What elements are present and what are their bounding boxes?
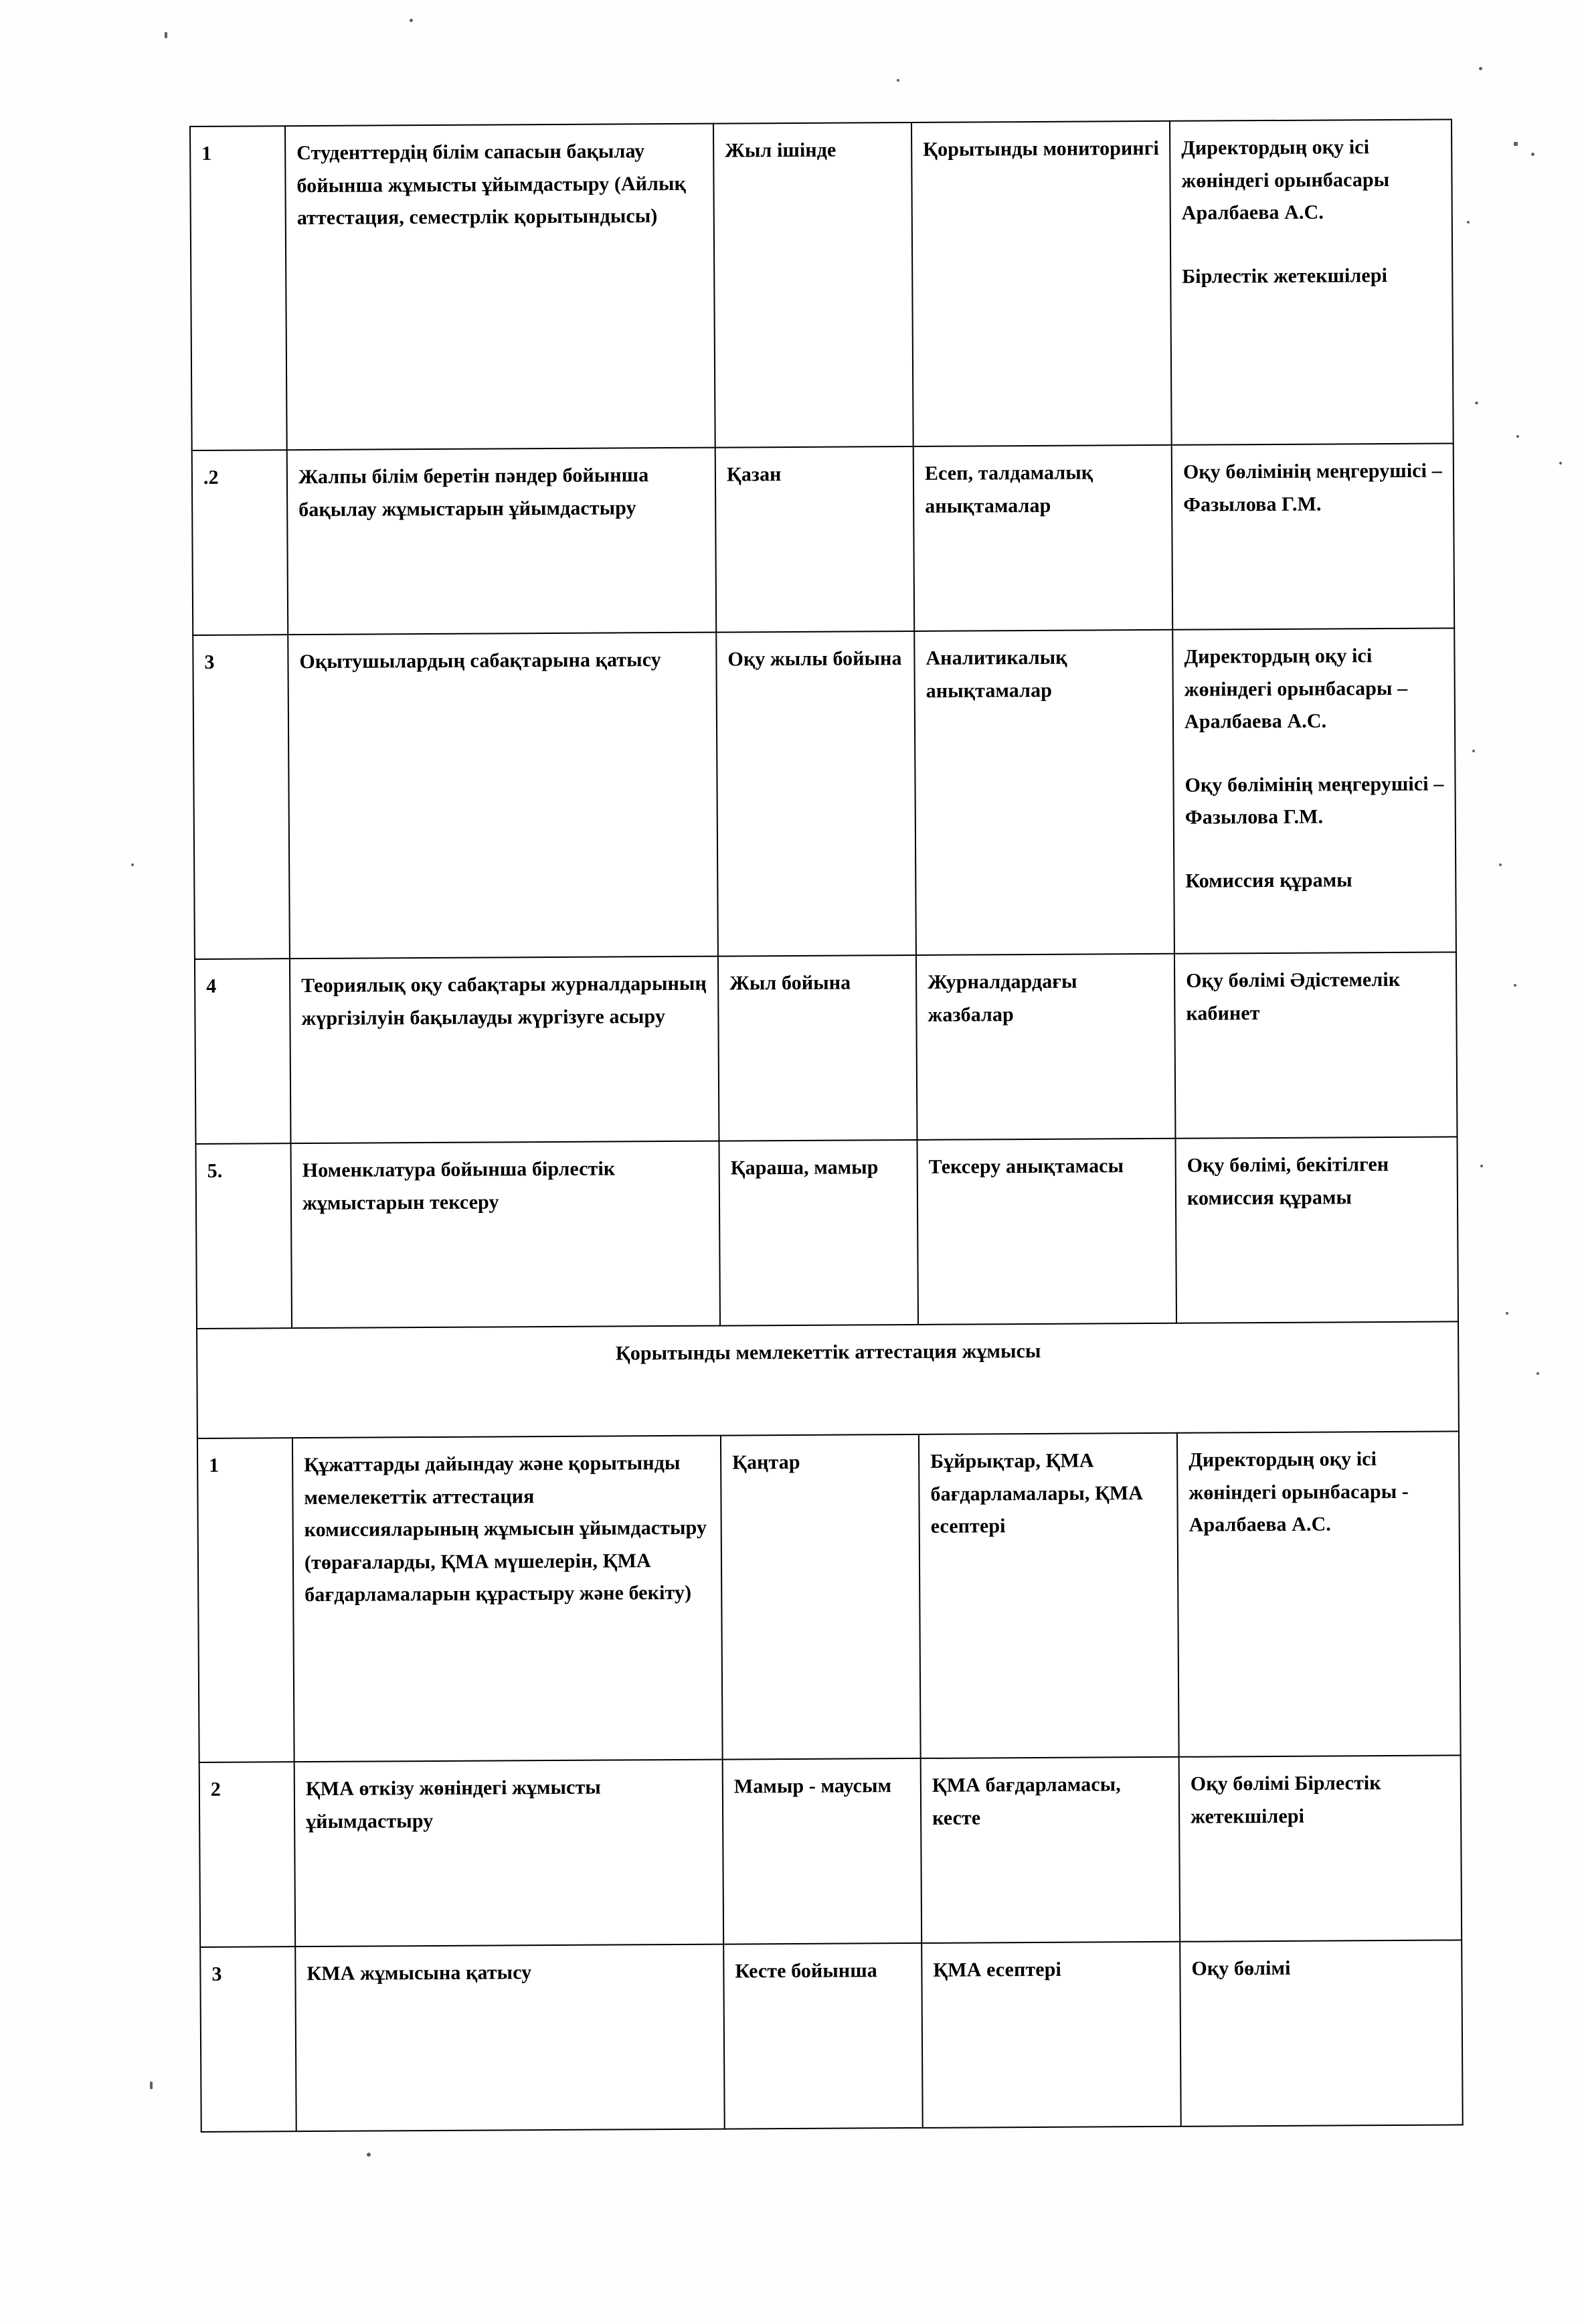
scan-speck bbox=[1514, 142, 1518, 146]
row-output: Аналитикалық анықтамалар bbox=[914, 630, 1174, 955]
row-time: Жыл бойына bbox=[718, 955, 917, 1141]
scan-speck bbox=[410, 19, 413, 22]
row-output: ҚМА бағдарламасы, кесте bbox=[921, 1757, 1180, 1943]
row-activity: Құжаттарды дайындау және қорытынды мемелекеттік аттестация комиссияларының жұмысын ұйымдастыру (төрағаларды, ҚМА мүшелерін, ҚМА бағдарламаларын құрастыру және бекіту) bbox=[292, 1436, 723, 1762]
row-time: Қаңтар bbox=[721, 1434, 921, 1760]
table-row bbox=[190, 119, 1454, 450]
row-output: Тексеру анықтамасы bbox=[917, 1139, 1176, 1325]
row-time: Мамыр - маусым bbox=[723, 1758, 922, 1944]
row-responsible: Директордың оқу ісі жөніндегі орынбасары - Аралбаева А.С. bbox=[1177, 1431, 1461, 1756]
row-activity: Теориялық оқу сабақтары журналдарының жүргізілуін бақылауды жүргізуге асыру bbox=[290, 957, 719, 1144]
row-responsible: Оқу бөлімі Бірлестік жетекшілері bbox=[1179, 1755, 1462, 1941]
row-responsible: Оқу бөлімі Әдістемелік кабинет bbox=[1174, 952, 1458, 1138]
row-number: 1 bbox=[197, 1438, 294, 1762]
table-row bbox=[195, 1137, 1458, 1329]
row-responsible: Оқу бөлімінің меңгерушісі – Фазылова Г.М. bbox=[1172, 443, 1455, 629]
responsible-tertiary: Комиссия құрамы bbox=[1185, 869, 1352, 892]
scan-speck bbox=[1559, 462, 1562, 465]
table-row bbox=[195, 952, 1458, 1144]
table-row bbox=[199, 1755, 1462, 1947]
row-number: 1 bbox=[190, 126, 287, 450]
row-responsible: Оқу бөлімі bbox=[1180, 1940, 1463, 2126]
table-row bbox=[200, 1940, 1463, 2132]
scan-speck bbox=[150, 2082, 153, 2089]
row-number: 3 bbox=[193, 635, 290, 959]
row-number: 2 bbox=[199, 1762, 296, 1947]
row-number: 3 bbox=[200, 1946, 296, 2132]
responsible-secondary: Оқу бөлімінің меңгерушісі – Фазылова Г.М. bbox=[1184, 772, 1444, 829]
table-row bbox=[197, 1431, 1461, 1762]
row-output: Бұйрықтар, ҚМА бағдарламалары, ҚМА есептері bbox=[919, 1433, 1179, 1758]
responsible-primary: Директордың оқу ісі жөніндегі орынбасары – Аралбаева А.С. bbox=[1184, 645, 1408, 733]
plan-table-container bbox=[189, 118, 1462, 2132]
row-activity: Оқытушылардың сабақтарына қатысу bbox=[288, 633, 718, 959]
scan-speck bbox=[165, 32, 167, 38]
row-activity: Номенклатура бойынша бірлестік жұмыстарын тексеру bbox=[290, 1141, 720, 1329]
row-activity: Студенттердің білім сапасын бақылау бойынша жұмысты ұйымдастыру (Айлық аттестация, семестрлік қорытындысы) bbox=[285, 124, 715, 450]
row-output: Есеп, талдамалық анықтамалар bbox=[913, 445, 1173, 631]
row-responsible bbox=[1172, 628, 1456, 953]
table-row bbox=[192, 443, 1455, 635]
scan-speck bbox=[1514, 984, 1516, 987]
row-number: 4 bbox=[195, 959, 291, 1144]
row-output: Қорытынды мониторингі bbox=[911, 121, 1172, 446]
row-number: 5. bbox=[195, 1143, 292, 1329]
row-number: .2 bbox=[192, 450, 288, 635]
scan-speck bbox=[1475, 402, 1478, 404]
row-time: Оқу жылы бойына bbox=[716, 631, 916, 957]
scan-speck bbox=[1531, 153, 1534, 156]
section-header-title: Қорытынды мемлекеттік аттестация жұмысы bbox=[197, 1321, 1459, 1438]
row-output: ҚМА есептері bbox=[921, 1942, 1181, 2128]
scan-speck bbox=[1467, 221, 1470, 224]
scan-speck bbox=[1499, 863, 1502, 866]
scan-speck bbox=[1472, 750, 1475, 752]
row-responsible bbox=[1170, 119, 1454, 444]
row-time: Қараша, мамыр bbox=[719, 1140, 918, 1326]
scan-speck bbox=[1480, 1165, 1483, 1167]
row-time: Кесте бойынша bbox=[723, 1943, 923, 2129]
table-row bbox=[193, 628, 1456, 959]
row-activity: КМА жұмысына қатысу bbox=[295, 1944, 725, 2132]
scan-speck bbox=[367, 2153, 371, 2157]
row-time: Қазан bbox=[715, 446, 915, 633]
row-responsible: Оқу бөлімі, бекітілген комиссия құрамы bbox=[1175, 1137, 1458, 1323]
row-activity: Жалпы білім беретін пәндер бойынша бақылау жұмыстарын ұйымдастыру bbox=[287, 448, 717, 635]
scan-speck bbox=[1516, 435, 1519, 438]
scan-speck bbox=[1479, 67, 1482, 70]
row-output: Журналдардағы жазбалар bbox=[916, 954, 1176, 1140]
scan-speck bbox=[897, 79, 899, 82]
responsible-primary: Директордың оқу ісі жөніндегі орынбасары Аралбаева А.С. bbox=[1181, 136, 1390, 224]
responsible-secondary: Бірлестік жетекшілері bbox=[1182, 264, 1388, 288]
plan-table bbox=[189, 118, 1464, 2132]
scan-speck bbox=[131, 863, 134, 866]
row-activity: ҚМА өткізу жөніндегі жұмысты ұйымдастыру bbox=[294, 1760, 724, 1947]
section-header-row bbox=[197, 1321, 1459, 1438]
scan-speck bbox=[1506, 1312, 1508, 1315]
row-time: Жыл ішінде bbox=[713, 122, 913, 448]
scan-speck bbox=[1537, 1372, 1539, 1375]
